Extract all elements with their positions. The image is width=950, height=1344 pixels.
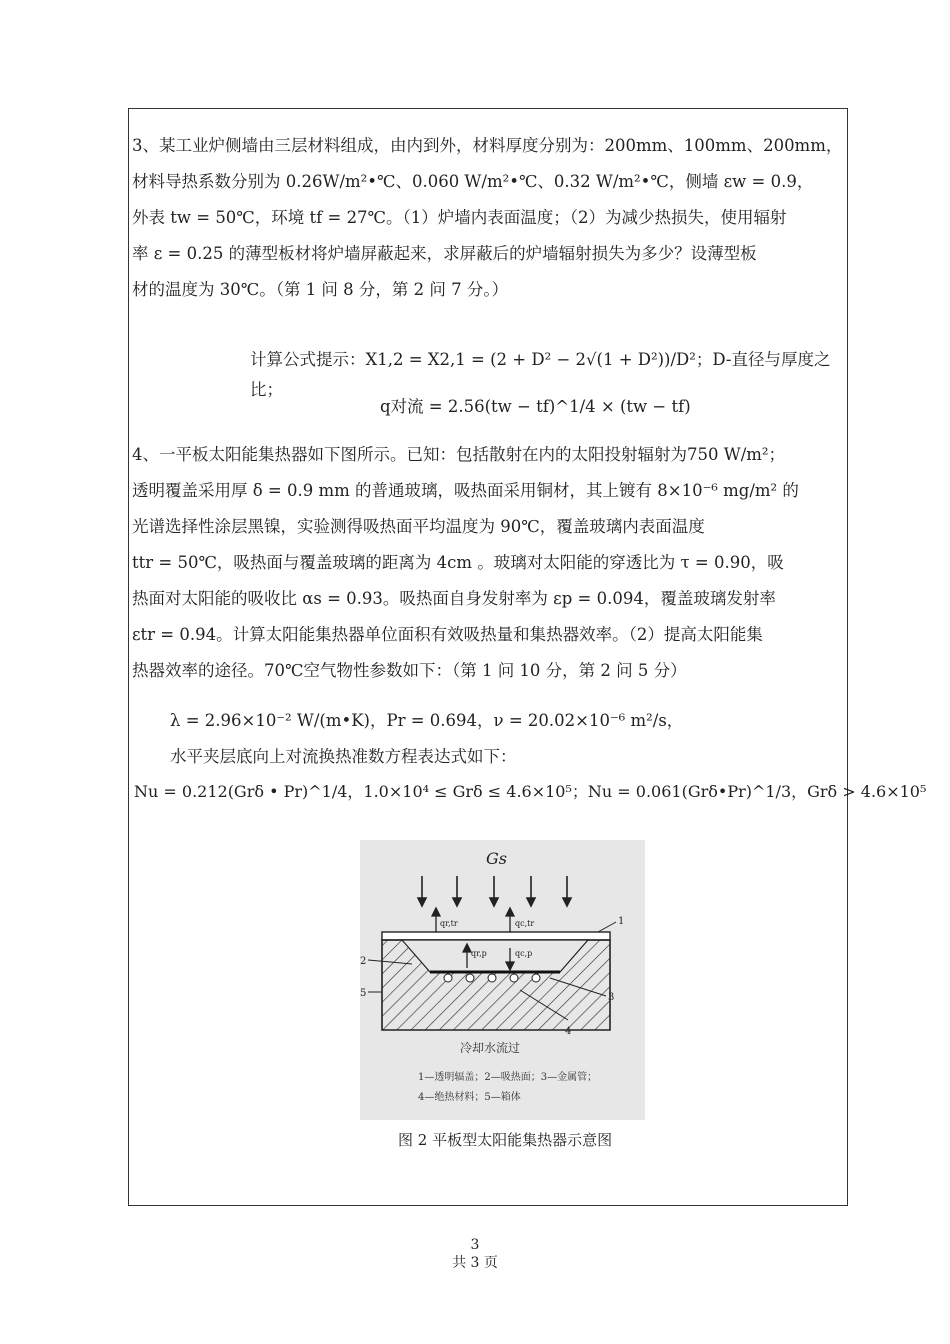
label-2: 2 — [360, 956, 367, 967]
label-1: 1 — [618, 916, 625, 927]
q3-line3: 外表 tw = 50℃，环境 tf = 27℃。（1）炉墙内表面温度；（2）为减少热损失，使用辐射 — [132, 208, 787, 227]
legend-line-1: 1—透明辐盖；2—吸热面；3—金属管； — [418, 1072, 598, 1083]
q-c-p-label: qc,p — [515, 949, 533, 958]
q4-line7: 热器效率的途径。70℃空气物性参数如下：（第 1 问 10 分，第 2 问 5 分） — [132, 661, 687, 680]
q4-line2: 透明覆盖采用厚 δ = 0.9 mm 的普通玻璃，吸热面采用铜材，其上镀有 8×10⁻⁶ mg/m² 的 — [132, 481, 799, 500]
label-5: 5 — [360, 988, 367, 999]
formula-hint-1: 计算公式提示：X1,2 = X2,1 = (2 + D² − 2√(1 + D²))/D²；D-直径与厚度之比； — [250, 350, 831, 399]
q3-line2: 材料导热系数分别为 0.26W/m²•℃、0.060 W/m²•℃、0.32 W/m²•℃，侧墙 εw = 0.9， — [132, 172, 814, 191]
solar-collector-figure — [360, 840, 645, 1120]
q4-line3: 光谱选择性涂层黑镍，实验测得吸热面平均温度为 90℃，覆盖玻璃内表面温度 — [132, 517, 705, 536]
convection-equation-title: 水平夹层底向上对流换热准数方程表达式如下： — [170, 747, 517, 766]
cooling-water-label: 冷却水流过 — [460, 1041, 521, 1055]
q3-line4: 率 ε = 0.25 的薄型板材将炉墙屏蔽起来，求屏蔽后的炉墙辐射损失为多少？设薄型板 — [132, 244, 757, 263]
nusselt-equations: Nu = 0.212(Grδ • Pr)^1/4，1.0×10⁴ ≤ Grδ ≤ 4.6×10⁵；Nu = 0.061(Grδ•Pr)^1/3，Grδ > 4.6×10⁵ — [134, 782, 927, 801]
q4-line5: 热面对太阳能的吸收比 αs = 0.93。吸热面自身发射率为 εp = 0.094，覆盖玻璃发射率 — [132, 589, 776, 608]
gs-label: Gs — [486, 849, 507, 868]
label-4: 4 — [565, 1026, 572, 1037]
q-r-tr-label: qr,tr — [440, 919, 458, 928]
q3-line1: 3、某工业炉侧墙由三层材料组成，由内到外，材料厚度分别为：200mm、100mm、200mm， — [132, 136, 843, 155]
legend-line-2: 4—绝热材料；5—箱体 — [418, 1092, 521, 1103]
q4-line6: εtr = 0.94。计算太阳能集热器单位面积有效吸热量和集热器效率。（2）提高太阳能集 — [132, 625, 763, 644]
question-3 — [132, 128, 846, 308]
q4-line1: 4、一平板太阳能集热器如下图所示。已知：包括散射在内的太阳投射辐射为750 W/m²； — [132, 445, 786, 464]
air-gap — [402, 940, 588, 972]
collector-diagram — [360, 840, 645, 1120]
formula-hint-2: q对流 = 2.56(tw − tf)^1/4 × (tw − tf) — [380, 397, 691, 416]
figure-caption: 图 2 平板型太阳能集热器示意图 — [398, 1131, 613, 1149]
leader-1 — [598, 922, 616, 932]
page-total: 共 3 页 — [452, 1255, 498, 1271]
solar-arrows — [418, 876, 571, 906]
page-number: 3 — [470, 1237, 480, 1253]
q-c-tr-label: qc,tr — [515, 919, 535, 928]
label-3: 3 — [608, 992, 615, 1003]
air-properties: λ = 2.96×10⁻² W/(m•K)，Pr = 0.694，ν = 20.02×10⁻⁶ m²/s， — [170, 711, 684, 730]
q4-line4: ttr = 50℃，吸热面与覆盖玻璃的距离为 4cm 。玻璃对太阳能的穿透比为 τ = 0.90，吸 — [132, 553, 784, 572]
question-4 — [132, 437, 846, 689]
q3-line5: 材的温度为 30℃。（第 1 问 8 分，第 2 问 7 分。） — [132, 280, 509, 299]
glass-cover — [382, 932, 610, 940]
q-r-p-label: qr,p — [471, 949, 487, 958]
